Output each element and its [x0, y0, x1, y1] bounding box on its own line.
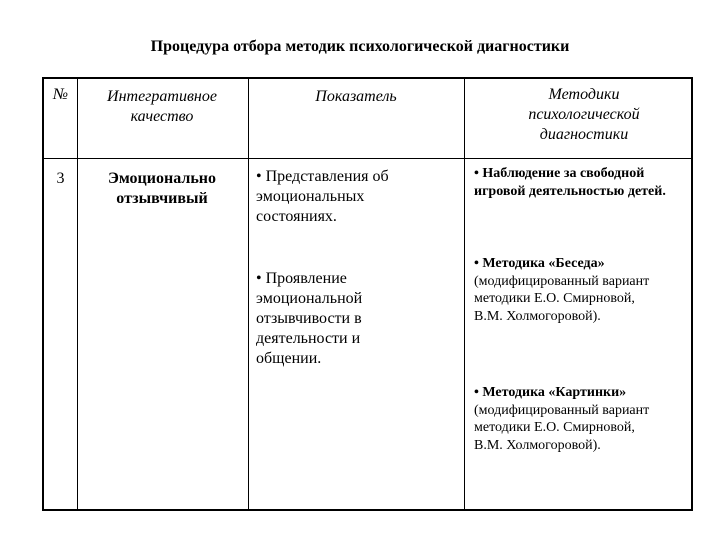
header-number: № — [52, 86, 69, 103]
method-item — [474, 165, 689, 200]
method-item — [474, 255, 654, 325]
column-divider — [248, 79, 249, 509]
methods-table — [42, 77, 693, 511]
header-quality: Интегративное качество — [107, 88, 217, 125]
indicator-item: • Представления об эмоциональных состояниях. — [256, 168, 389, 225]
row-number: 3 — [56, 170, 65, 187]
method-name: • Наблюдение за свободной игровой деятельностью детей. — [474, 166, 666, 199]
method-name: • Методика «Беседа» — [474, 256, 605, 271]
method-detail: (модифицированный вариант методики Е.О. Смирновой, В.М. Холмогоровой). — [474, 273, 650, 324]
column-divider — [464, 79, 465, 509]
column-divider — [77, 79, 78, 509]
header-methods: Методики психологической диагностики — [528, 86, 640, 143]
header-indicator: Показатель — [315, 88, 397, 105]
method-detail: (модифицированный вариант методики Е.О. Смирновой, В.М. Холмогоровой). — [474, 402, 650, 453]
row-divider — [44, 158, 691, 159]
page-title: Процедура отбора методик психологической диагностики — [150, 38, 570, 55]
row-quality: Эмоционально отзывчивый — [108, 170, 216, 207]
indicator-item: • Проявление эмоциональной отзывчивости в деятельности и общении. — [256, 270, 363, 367]
method-item — [474, 384, 664, 454]
method-name: • Методика «Картинки» — [474, 385, 627, 400]
